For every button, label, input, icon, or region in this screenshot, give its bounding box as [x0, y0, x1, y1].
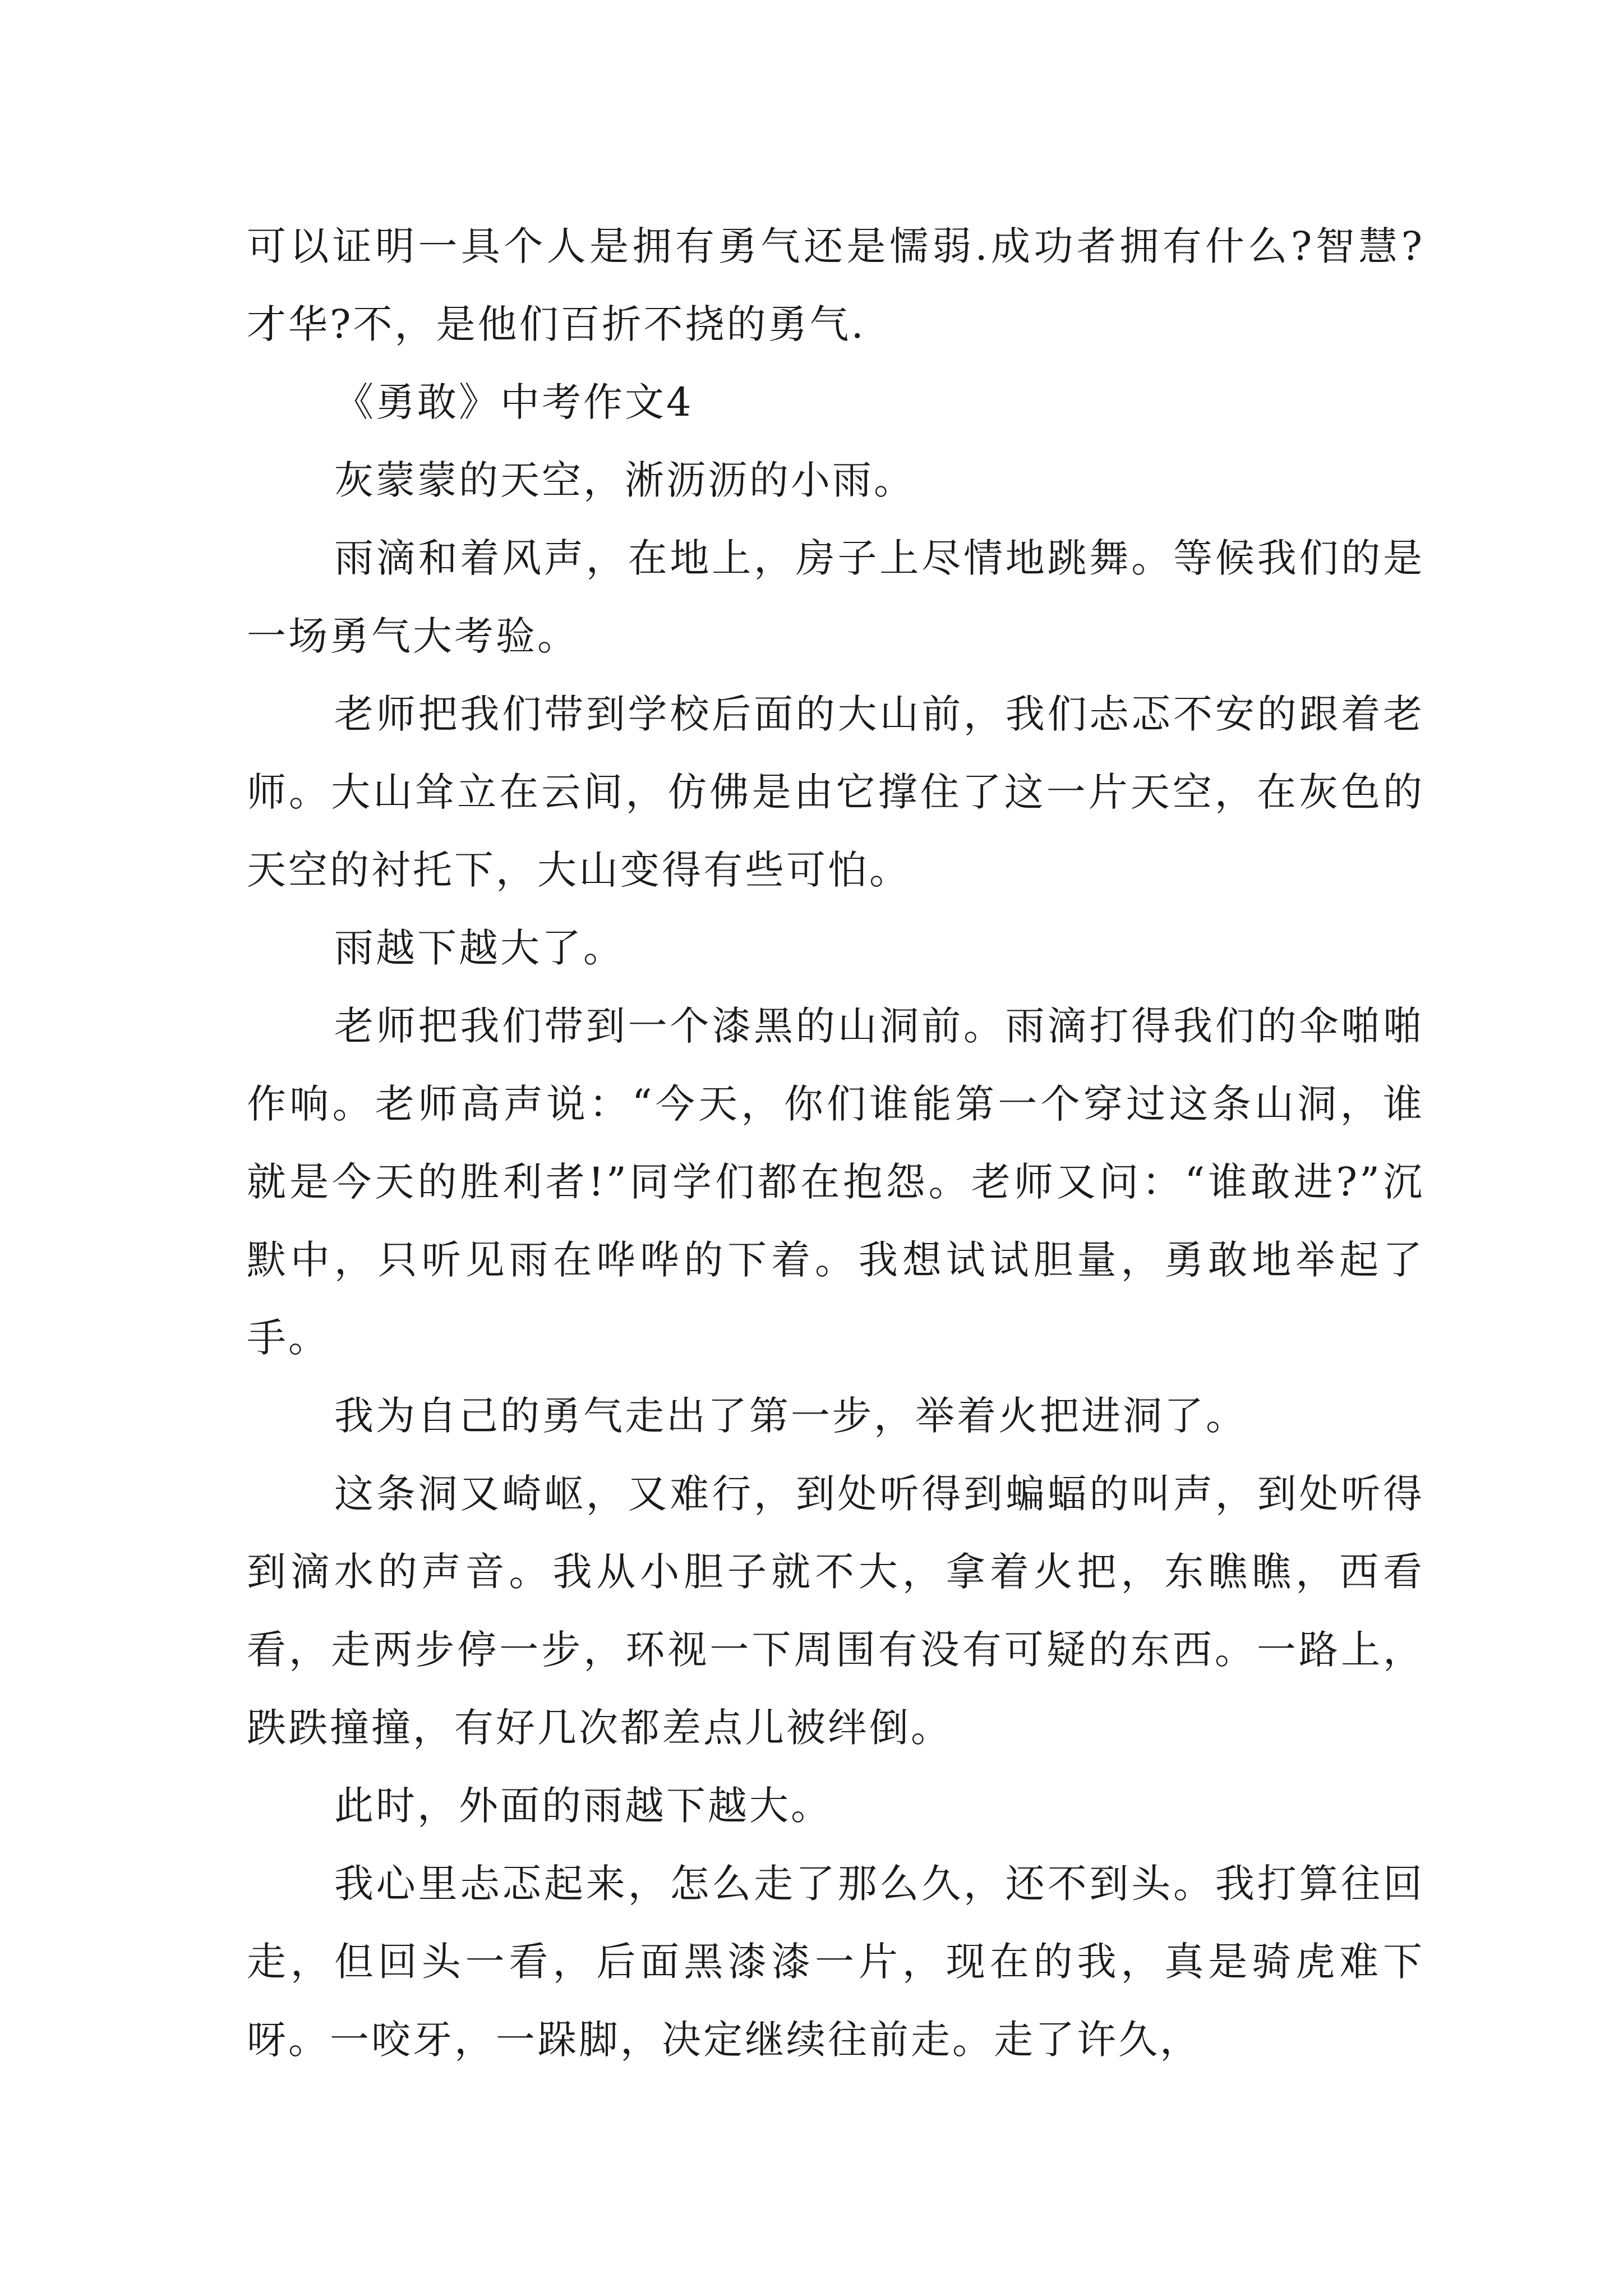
- paragraph: 我为自己的勇气走出了第一步，举着火把进洞了。: [334, 1393, 1247, 1439]
- essay-title: 《勇敢》中考作文4: [334, 379, 694, 425]
- paragraph: 我心里忐忑起来，怎么走了那么久，还不到头。我打算往回走，但回头一看，后面黑漆漆一片，现在的我，真是骑虎难下呀。一咬牙，一跺脚，决定继续往前走。走了许久，: [247, 1861, 1424, 2063]
- paragraph: 灰蒙蒙的天空，淅沥沥的小雨。: [334, 457, 915, 503]
- paragraph: 雨滴和着风声，在地上，房子上尽情地跳舞。等候我们的是一场勇气大考验。: [247, 535, 1424, 659]
- document-body: [247, 208, 1424, 2079]
- paragraph-continuation: 可以证明一具个人是拥有勇气还是懦弱.成功者拥有什么?智慧?才华?不，是他们百折不挠的勇气.: [247, 223, 1424, 347]
- paragraph: 老师把我们带到学校后面的大山前，我们忐忑不安的跟着老师。大山耸立在云间，仿佛是由它撑住了这一片天空，在灰色的天空的衬托下，大山变得有些可怕。: [247, 691, 1424, 893]
- paragraph: 老师把我们带到一个漆黑的山洞前。雨滴打得我们的伞啪啪作响。老师高声说：“今天，你们谁能第一个穿过这条山洞，谁就是今天的胜利者!”同学们都在抱怨。老师又问：“谁敢进?”沉默中，只听见雨在哗哗的下着。我想试试胆量，勇敢地举起了手。: [247, 1003, 1424, 1361]
- paragraph: 这条洞又崎岖，又难行，到处听得到蝙蝠的叫声，到处听得到滴水的声音。我从小胆子就不大，拿着火把，东瞧瞧，西看看，走两步停一步，环视一下周围有没有可疑的东西。一路上，跌跌撞撞，有好几次都差点儿被绊倒。: [247, 1471, 1424, 1751]
- paragraph: 此时，外面的雨越下越大。: [334, 1783, 832, 1829]
- paragraph: 雨越下越大了。: [334, 925, 625, 971]
